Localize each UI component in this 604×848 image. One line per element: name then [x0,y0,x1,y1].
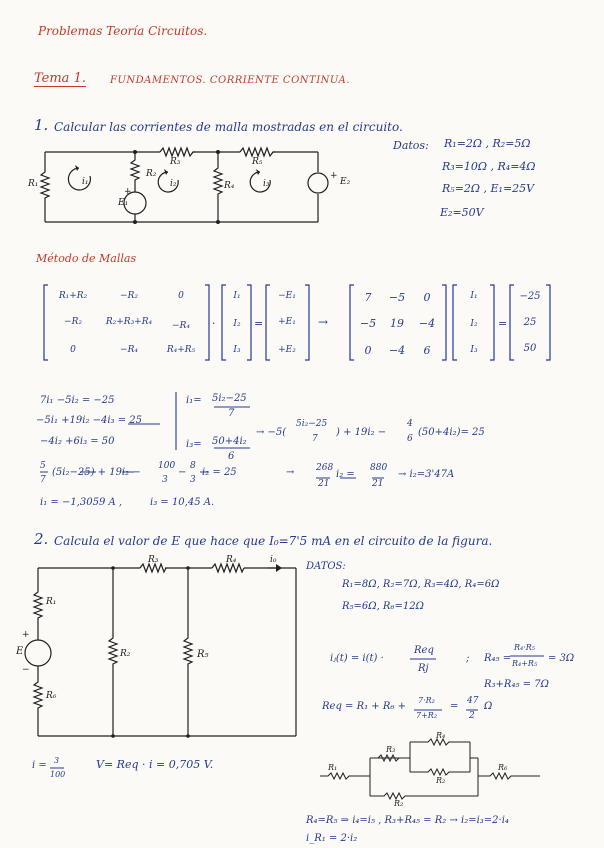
matrix-cell: −R₄ [120,345,138,355]
frac-den: 21 [318,479,330,489]
p2-data-line: R₅=6Ω, R₆=12Ω [342,601,424,612]
footer-line: R₄=R₅ ⇒ i₄=i₅ , R₃+R₄₅ = R₂ → i₂=i₃=2·i₄ [306,815,509,826]
label-r5: R₅ [197,649,209,660]
result-i3: i₃ = 10,45 A. [150,497,215,508]
rhs-cell: −25 [519,291,541,302]
document-title: Problemas Teoría Circuitos. [38,24,208,38]
req-formula: Req = R₁ + R₆ + [322,701,406,712]
sub-label-r2: R₂ [436,776,446,785]
semicolon: ; [466,653,470,664]
p2-data-label: DATOS: [306,561,346,572]
matrix-cell: R₁+R₂ [58,291,88,301]
topic-number: Tema 1. [34,71,86,86]
frac-den: 2 [469,711,475,721]
problem-2-statement: Calcula el valor de E que hace que I₀=7'5 mA en el circuito de la figura. [54,534,493,548]
matrix-cell: 0 [70,345,76,355]
equals: = [450,701,459,712]
footer-line: i_R₁ = 2·i₂ [306,833,358,844]
result-i2: → i₂=3'47A [398,469,455,480]
sub-end: (50+4i₂)= 25 [418,427,485,438]
sub-label-r2b: R₂ [394,799,404,808]
i1-num: 5i₂−25 [212,393,247,404]
frac-num: 47 [467,696,479,706]
label-plus: + [124,187,132,197]
label-e: E [16,646,24,657]
frac-num: 8 [190,461,196,471]
arrow: → [286,467,295,478]
sub-fnum: 4 [407,419,413,429]
label-r4: R₄ [224,181,235,191]
frac-den: 3 [190,475,196,485]
i-lhs: i = [32,760,47,771]
num-matrix-cell: 7 [364,291,372,304]
matrix-cell: R₄+R₅ [166,345,196,355]
vector-i-cell: I₁ [470,291,478,301]
system-equation: −4i₂ +6i₃ = 50 [40,436,115,447]
frac-num: 5 [40,461,46,471]
num-matrix-cell: 0 [423,291,431,304]
line2-text: (5i₂−25) + 19i₂ − [52,467,141,478]
frac-num: 268 [316,463,334,473]
p1-data-line: R₁=2Ω , R₂=5Ω [444,137,531,150]
label-i1: i₁ [82,177,89,187]
arrow: → [318,315,329,329]
label-r3: R₃ [170,157,181,167]
p1-data-line: R₅=2Ω , E₁=25V [442,182,535,195]
frac-den: 3 [162,475,168,485]
current-divider: iⱼ(t) = i(t) · [330,653,384,664]
label-r5: R₅ [252,157,263,167]
i3-lhs: i₃= [186,439,202,450]
sub-label-r3: R₃ [386,745,396,754]
equals-sign: = [498,317,508,330]
line2-text: i₂ = [336,469,355,480]
label-r1: R₁ [46,597,57,607]
substitution: → −5( [256,427,287,438]
num-matrix-cell: 0 [364,344,372,357]
equals-sign: = [254,317,264,330]
matrix-cell: −R₄ [172,321,190,331]
num-matrix-cell: −5 [359,317,377,330]
vector-e-cell: −E₁ [278,291,296,301]
r3-45: R₃+R₄₅ = 7Ω [484,679,549,690]
r45-lhs: R₄₅ = [484,653,512,664]
vector-e-cell: +E₂ [278,345,296,355]
frac-den: Rj [418,663,429,674]
sub-den: 7 [312,434,318,444]
i1-lhs: i₁= [186,395,202,406]
vector-i-cell: I₃ [470,345,478,355]
label-i3: i₃ [263,179,270,189]
sub-label-r4: R₄ [436,731,446,740]
sub-rest: ) + 19i₂ − [336,427,387,438]
p1-data-line: E₂=50V [440,206,484,219]
frac-den: R₄+R₅ [512,659,538,668]
frac-num: 3 [54,756,60,765]
rhs-cell: 50 [523,343,537,354]
label-i0: i₀ [270,555,277,565]
frac-den: 7 [40,475,46,485]
p1-data-label: Datos: [393,139,429,152]
label-r2: R₂ [146,169,157,179]
label-r2: R₂ [120,649,131,659]
label-i2: i₂ [170,179,177,189]
label-e1: E₁ [118,198,129,208]
frac-num: 100 [158,461,176,471]
p1-data-line: R₃=10Ω , R₄=4Ω [442,160,536,173]
line2-text: i₂ = 25 [202,467,237,478]
vector-i-cell: I₁ [233,291,241,301]
num-matrix-cell: −4 [388,344,406,357]
num-matrix-cell: −5 [388,291,406,304]
r45-result: = 3Ω [548,653,575,664]
vector-e-cell: +E₁ [278,317,296,327]
frac-num: 880 [370,463,388,473]
p2-data-line: R₁=8Ω, R₂=7Ω, R₃=4Ω, R₄=6Ω [342,579,500,590]
frac-num: R₄·R₅ [514,643,536,652]
dot-operator: · [212,317,216,330]
label-r6: R₆ [46,691,57,701]
topic-name: FUNDAMENTOS. CORRIENTE CONTINUA. [110,75,350,86]
label-r2-top: R₃ [148,555,159,565]
matrix-cell: 0 [178,291,184,301]
problem-1-number: 1. [34,116,49,134]
label-plus: + [330,171,338,181]
rhs-cell: 25 [523,317,537,328]
num-matrix-cell: 19 [390,317,404,330]
label-e2: E₂ [340,177,351,187]
label-r4: R₄ [226,555,237,565]
voltage-result: V= Req · i = 0,705 V. [96,758,214,771]
frac-den: 21 [372,479,384,489]
ohm-unit: Ω [484,701,493,712]
sub-fden: 6 [407,434,413,444]
i1-den: 7 [228,408,235,419]
method-title: Método de Mallas [36,252,137,265]
frac-den: 7+R₂ [416,711,438,720]
result-i1: i₁ = −1,3059 A , [40,497,123,508]
frac-num: Req [414,645,434,656]
i3-den: 6 [228,451,235,462]
vector-i-cell: I₂ [470,319,478,329]
matrix-cell: R₂+R₃+R₄ [105,317,153,327]
minus: − [178,467,187,478]
matrix-cell: −R₂ [64,317,82,327]
sub-num: 5i₂−25 [296,419,328,429]
vector-i-cell: I₃ [233,345,241,355]
system-equation: 7i₁ −5i₂ = −25 [40,395,115,406]
num-matrix-cell: 6 [423,344,431,357]
label-minus: − [22,665,30,675]
frac-den: 100 [50,770,66,779]
label-plus: + [22,630,30,640]
problem-2-number: 2. [34,530,49,548]
label-r1: R₁ [28,179,39,189]
vector-i-cell: I₂ [233,319,241,329]
num-matrix-cell: −4 [418,317,436,330]
i3-num: 50+4i₂ [212,436,247,447]
sub-label-r1: R₁ [328,763,338,772]
system-equation: −5i₁ +19i₂ −4i₃ = 25 [36,415,143,426]
problem-1-statement: Calcular las corrientes de malla mostradas en el circuito. [54,120,403,134]
matrix-cell: −R₂ [120,291,138,301]
frac-num: 7·R₂ [418,696,435,705]
sub-label-r6: R₆ [498,763,508,772]
